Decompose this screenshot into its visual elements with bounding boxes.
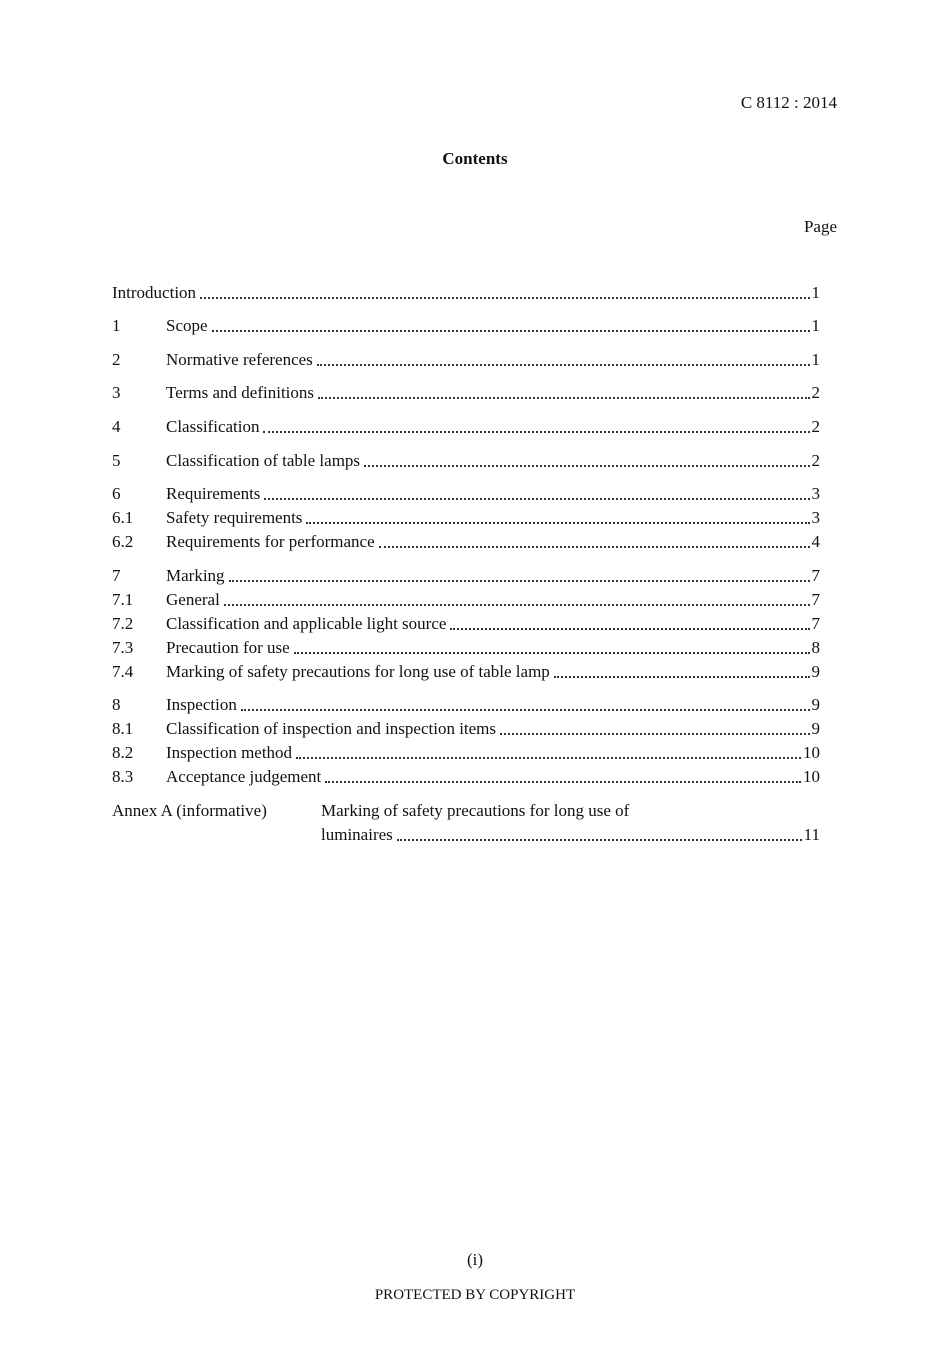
- toc-entry-number: 2: [112, 350, 121, 369]
- toc-entry-label: Classification and applicable light source: [166, 614, 447, 633]
- dot-leader: [241, 709, 810, 711]
- dot-leader: [397, 839, 802, 841]
- dot-leader: [325, 781, 801, 783]
- toc-entry-precaution-for-use[interactable]: [112, 637, 820, 659]
- toc-entry-page: 9: [811, 662, 820, 681]
- toc-entry-number: 6: [112, 484, 121, 503]
- toc-entry-number: 1: [112, 316, 121, 335]
- dot-leader: [294, 652, 810, 654]
- toc-entry-scope[interactable]: [112, 315, 820, 337]
- toc-entry-number: 3: [112, 383, 121, 402]
- toc-entry-marking-of-safety-precautions[interactable]: [112, 661, 820, 683]
- dot-leader: [306, 522, 809, 524]
- toc-entry-label: Marking of safety precautions for long use of table lamp: [166, 662, 550, 681]
- dot-leader: [229, 580, 810, 582]
- toc-entry-page: 7: [811, 590, 820, 609]
- toc-entry-page: 2: [811, 383, 820, 402]
- toc-entry-page: 10: [803, 743, 820, 762]
- toc-entry-number: 7.4: [112, 662, 134, 681]
- toc-entry-classification-of-inspection[interactable]: [112, 718, 820, 740]
- toc-entry-classification[interactable]: [112, 416, 820, 438]
- toc-entry-label: General: [166, 590, 220, 609]
- copyright-notice: PROTECTED BY COPYRIGHT: [374, 1287, 576, 1303]
- toc-entry-number: 7.2: [112, 614, 134, 633]
- dot-leader: [224, 604, 810, 606]
- toc-entry-requirements-for-performance[interactable]: [112, 531, 820, 553]
- dot-leader: [364, 465, 809, 467]
- toc-entry-terms-and-definitions[interactable]: [112, 382, 820, 404]
- toc-entry-number: 7: [112, 566, 121, 585]
- toc-entry-page: 2: [811, 417, 820, 436]
- toc-entry-page: 2: [811, 451, 820, 470]
- toc-entry-number: 8.1: [112, 719, 134, 738]
- toc-entry-label: Safety requirements: [166, 508, 303, 527]
- toc-entry-page: 9: [811, 695, 820, 714]
- dot-leader: [200, 297, 809, 299]
- toc-entry-safety-requirements[interactable]: [112, 507, 820, 529]
- dot-leader: [263, 431, 809, 433]
- toc-entry-number: 6.2: [112, 532, 134, 551]
- dot-leader: [500, 733, 809, 735]
- toc-entry-label: Classification: [166, 417, 260, 436]
- toc-entry-annex-a[interactable]: [112, 800, 820, 822]
- toc-entry-number: 5: [112, 451, 121, 470]
- toc-entry-number: 6.1: [112, 508, 134, 527]
- dot-leader: [318, 397, 809, 399]
- toc-entry-annex-a-continued[interactable]: [321, 824, 820, 846]
- toc-entry-label: Inspection: [166, 695, 237, 714]
- toc-entry-requirements[interactable]: [112, 483, 820, 505]
- dot-leader: [317, 364, 810, 366]
- dot-leader: [554, 676, 810, 678]
- document-code: C 8112 : 2014: [740, 93, 837, 112]
- toc-entry-label: Scope: [166, 316, 208, 335]
- toc-entry-page: 1: [811, 283, 820, 302]
- dot-leader: [212, 330, 810, 332]
- toc-entry-label: Classification of table lamps: [166, 451, 361, 470]
- toc-entry-label: Inspection method: [166, 743, 293, 762]
- toc-entry-page: 3: [811, 484, 820, 503]
- toc-entry-general[interactable]: [112, 589, 820, 611]
- toc-entry-page: 1: [811, 350, 820, 369]
- dot-leader: [379, 546, 810, 548]
- annex-page: 11: [803, 825, 820, 844]
- dot-leader: [450, 628, 809, 630]
- toc-entry-number: 4: [112, 417, 121, 436]
- toc-entry-number: 8: [112, 695, 121, 714]
- page-number: (i): [466, 1250, 484, 1269]
- toc-entry-label: Requirements: [166, 484, 261, 503]
- toc-entry-number: 7.1: [112, 590, 134, 609]
- annex-title-line1: Marking of safety precautions for long use of: [321, 801, 630, 820]
- toc-entry-acceptance-judgement[interactable]: [112, 766, 820, 788]
- toc-entry-normative-references[interactable]: [112, 349, 820, 371]
- toc-entry-number: 7.3: [112, 638, 134, 657]
- toc-entry-inspection-method[interactable]: [112, 742, 820, 764]
- toc-entry-marking[interactable]: [112, 565, 820, 587]
- toc-entry-label: Marking: [166, 566, 225, 585]
- toc-entry-label: Normative references: [166, 350, 313, 369]
- toc-entry-page: 7: [811, 566, 820, 585]
- toc-entry-label: Requirements for performance: [166, 532, 375, 551]
- page-column-header: Page: [803, 217, 837, 236]
- toc-entry-page: 4: [811, 532, 820, 551]
- toc-entry-inspection[interactable]: [112, 694, 820, 716]
- annex-title-line2: luminaires: [321, 825, 393, 844]
- toc-entry-label: Classification of inspection and inspection items: [166, 719, 497, 738]
- toc-entry-label: Precaution for use: [166, 638, 290, 657]
- dot-leader: [264, 498, 809, 500]
- toc-entry-classification-of-table-lamps[interactable]: [112, 450, 820, 472]
- toc-entry-label: Acceptance judgement: [166, 767, 322, 786]
- toc-entry-page: 8: [811, 638, 820, 657]
- dot-leader: [296, 757, 801, 759]
- toc-entry-page: 9: [811, 719, 820, 738]
- toc-entry-page: 7: [811, 614, 820, 633]
- toc-entry-number: 8.2: [112, 743, 134, 762]
- toc-entry-classification-and-applicable-light-source[interactable]: [112, 613, 820, 635]
- toc-entry-page: 1: [811, 316, 820, 335]
- page-title: Contents: [442, 149, 508, 168]
- toc-entry-label: Terms and definitions: [166, 383, 315, 402]
- toc-entry-introduction[interactable]: [112, 282, 820, 304]
- toc-entry-number: 8.3: [112, 767, 134, 786]
- toc-entry-page: 3: [811, 508, 820, 527]
- annex-label: Annex A (informative): [112, 801, 267, 820]
- toc-entry-label: Introduction: [112, 283, 197, 302]
- toc-entry-page: 10: [803, 767, 820, 786]
